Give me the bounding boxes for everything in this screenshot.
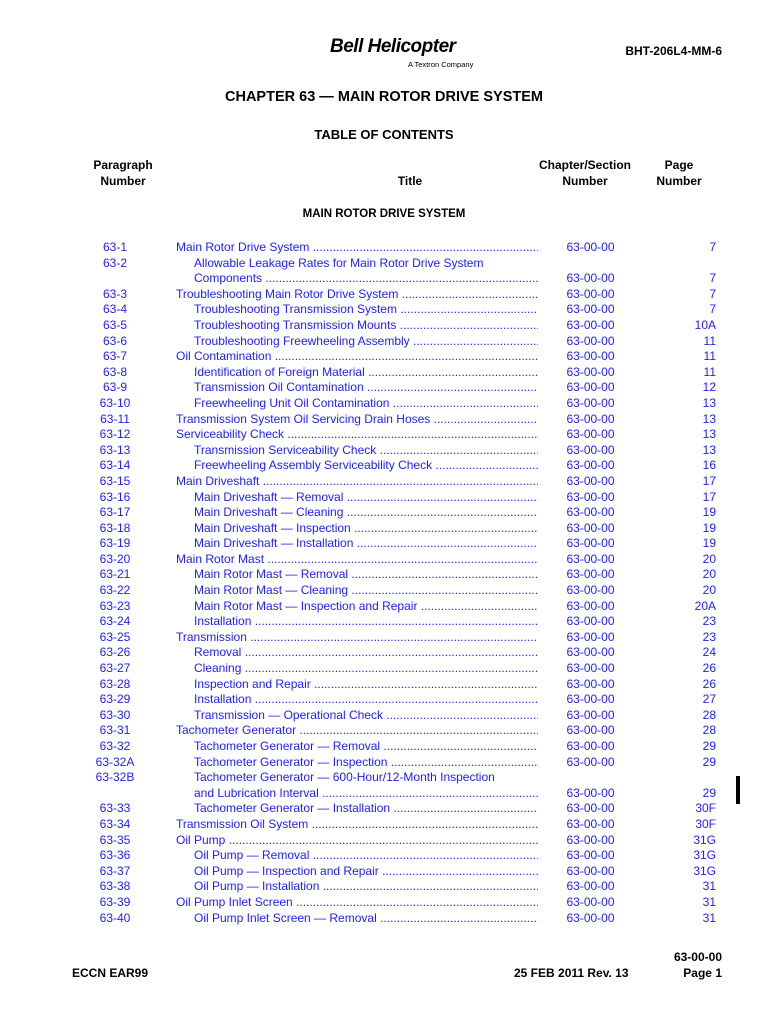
toc-list [0,240,768,926]
toc-entry[interactable] [0,833,768,849]
toc-paragraph-number: 63-5 [102,317,128,332]
toc-paragraph-number: 63-15 [99,473,131,488]
toc-page-number: 24 [702,645,716,660]
toc-entry[interactable] [0,645,768,661]
toc-chapter-section: 63-00-00 [566,458,615,473]
toc-entry[interactable] [0,879,768,895]
toc-paragraph-number: 63-19 [99,536,131,551]
chapter-title: CHAPTER 63 — MAIN ROTOR DRIVE SYSTEM [225,89,543,105]
toc-paragraph-number: 63-30 [99,707,131,722]
toc-page-number: 13 [702,411,716,426]
toc-paragraph-number: 63-33 [99,801,131,816]
toc-entry-title: Oil Pump — Inspection and Repair ..... [194,864,538,880]
toc-chapter-section: 63-00-00 [566,894,615,909]
toc-entry[interactable] [0,380,768,396]
toc-page-number: 19 [702,505,716,520]
toc-entry-title: Tachometer Generator — Removal ..... [194,739,538,755]
toc-entry-title: Troubleshooting Freewheeling Assembly ..... [194,334,538,350]
toc-entry-title: Freewheeling Assembly Serviceability Check ..... [194,458,538,474]
toc-entry[interactable] [0,412,768,428]
toc-entry-title: Main Rotor Mast — Removal ..... [194,567,538,583]
toc-entry-title: Transmission Oil Contamination ..... [194,380,538,396]
toc-page-number: 7 [709,286,716,301]
toc-entry[interactable] [0,692,768,708]
toc-paragraph-number: 63-11 [100,411,130,426]
toc-entry[interactable] [0,895,768,911]
toc-entry[interactable] [0,521,768,537]
toc-entry[interactable] [0,599,768,615]
toc-paragraph-number: 63-9 [102,380,128,395]
toc-chapter-section: 63-00-00 [566,645,615,660]
toc-entry-title: Tachometer Generator — 600-Hour/12-Month Inspection [194,770,495,785]
toc-entry[interactable] [0,505,768,521]
toc-chapter-section: 63-00-00 [566,395,615,410]
toc-chapter-section: 63-00-00 [566,333,615,348]
toc-paragraph-number: 63-27 [99,661,131,676]
toc-title: TABLE OF CONTENTS [314,127,454,142]
toc-page-number: 29 [702,739,716,753]
toc-page-number: 28 [702,723,716,738]
toc-entry-title: Oil Pump — Installation ..... [194,879,538,895]
toc-entry-title: Installation ..... [194,692,538,708]
toc-page-number: 29 [702,754,716,769]
toc-entry-title: Transmission — Operational Check ..... [194,708,538,724]
toc-entry-title: Main Rotor Mast — Cleaning ..... [194,583,538,599]
toc-entry[interactable] [0,287,768,303]
toc-entry[interactable] [0,755,768,771]
toc-paragraph-number: 63-32 [99,739,131,753]
toc-page-number: 31 [702,910,716,925]
toc-chapter-section: 63-00-00 [566,848,615,863]
toc-paragraph-number: 63-18 [99,520,131,535]
toc-entry-title: Oil Contamination ..... [176,349,538,365]
toc-entry-title: Oil Pump ..... [176,833,538,849]
toc-entry[interactable] [0,536,768,552]
toc-page-number: 16 [702,458,716,473]
toc-paragraph-number: 63-37 [99,863,131,878]
toc-chapter-section: 63-00-00 [566,551,615,566]
toc-chapter-section: 63-00-00 [566,739,615,753]
toc-entry[interactable] [0,677,768,693]
toc-entry-title: Components ..... [194,271,538,287]
toc-entry-title: Main Driveshaft — Removal ..... [194,490,538,506]
toc-entry-title: Main Driveshaft ..... [176,474,538,490]
toc-chapter-section: 63-00-00 [566,271,615,286]
toc-page-number: 28 [702,707,716,722]
toc-entry[interactable] [0,567,768,583]
toc-entry[interactable] [0,583,768,599]
toc-chapter-section: 63-00-00 [566,489,615,504]
toc-chapter-section: 63-00-00 [566,442,615,457]
bell-helicopter-logo [330,36,490,72]
footer-eccn: ECCN EAR99 [72,966,149,980]
toc-page-number: 11 [703,349,716,364]
toc-paragraph-number: 63-28 [99,676,131,691]
toc-paragraph-number: 63-22 [99,583,131,598]
toc-entry[interactable] [0,630,768,646]
toc-entry[interactable] [0,458,768,474]
column-header-page: Page Number [656,158,702,188]
toc-entry-title: Troubleshooting Transmission Mounts ..... [194,318,538,334]
toc-page-number: 11 [703,364,716,379]
toc-paragraph-number: 63-13 [99,442,131,457]
toc-chapter-section: 63-00-00 [566,520,615,535]
toc-chapter-section: 63-00-00 [566,505,615,520]
toc-paragraph-number: 63-21 [99,567,131,582]
toc-page-number: 7 [709,271,716,286]
footer-page-number: Page 1 [683,966,722,980]
toc-chapter-section: 63-00-00 [566,380,615,395]
toc-entry[interactable] [0,427,768,443]
toc-paragraph-number: 63-3 [102,286,128,301]
toc-chapter-section: 63-00-00 [566,692,615,707]
toc-page-number: 19 [702,536,716,551]
toc-page-number: 19 [702,520,716,535]
toc-entry[interactable] [0,708,768,724]
toc-chapter-section: 63-00-00 [566,598,615,613]
toc-page-number: 11 [703,333,716,348]
toc-entry-title: Removal ..... [194,645,538,661]
toc-chapter-section: 63-00-00 [566,754,615,769]
toc-entry[interactable] [0,443,768,459]
toc-page-number: 23 [702,614,716,629]
toc-entry[interactable] [0,911,768,927]
toc-paragraph-number: 63-7 [102,349,128,364]
toc-paragraph-number: 63-29 [99,692,131,707]
toc-page-number: 31 [702,879,716,894]
toc-paragraph-number: 63-20 [99,551,131,566]
toc-entry-title: Oil Pump Inlet Screen — Removal ..... [194,911,538,927]
toc-entry[interactable] [0,365,768,381]
toc-page-number: 31G [693,832,716,847]
toc-entry-title: Transmission System Oil Servicing Drain Hoses ..... [176,412,538,428]
toc-page-number: 31G [693,863,716,878]
toc-paragraph-number: 63-10 [99,395,131,410]
toc-chapter-section: 63-00-00 [566,661,615,676]
toc-chapter-section: 63-00-00 [566,910,615,925]
toc-page-number: 20 [702,583,716,598]
toc-page-number: 13 [702,427,716,442]
toc-entry[interactable] [0,661,768,677]
toc-page-number: 27 [702,692,716,707]
toc-paragraph-number: 63-35 [99,832,131,847]
toc-entry-title: Transmission Oil System ..... [176,817,538,833]
toc-entry-title: Main Driveshaft — Installation ..... [194,536,538,552]
toc-entry-title: Freewheeling Unit Oil Contamination ..... [194,396,538,412]
toc-entry-title: Identification of Foreign Material ..... [194,365,538,381]
toc-entry-title: Tachometer Generator — Installation ..... [194,801,538,817]
toc-chapter-section: 63-00-00 [566,240,615,254]
toc-chapter-section: 63-00-00 [566,801,615,816]
toc-paragraph-number: 63-23 [99,598,131,613]
toc-entry-title: Main Driveshaft — Inspection ..... [194,521,538,537]
toc-chapter-section: 63-00-00 [566,583,615,598]
toc-page-number: 13 [702,395,716,410]
toc-page-number: 17 [702,473,716,488]
toc-chapter-section: 63-00-00 [566,317,615,332]
toc-paragraph-number: 63-4 [102,302,128,317]
toc-page-number: 20 [702,551,716,566]
column-header-title: Title [397,174,423,188]
toc-chapter-section: 63-00-00 [566,473,615,488]
toc-page-number: 26 [702,676,716,691]
toc-chapter-section: 63-00-00 [566,723,615,738]
toc-chapter-section: 63-00-00 [566,349,615,364]
toc-entry[interactable] [0,271,768,287]
toc-chapter-section: 63-00-00 [566,785,615,800]
toc-entry[interactable] [0,302,768,318]
toc-page-number: 26 [702,661,716,676]
toc-entry-title: Installation ..... [194,614,538,630]
section-heading: MAIN ROTOR DRIVE SYSTEM [302,208,466,220]
toc-entry[interactable] [0,739,768,755]
toc-chapter-section: 63-00-00 [566,567,615,582]
toc-entry[interactable] [0,318,768,334]
toc-page-number: 10A [694,317,716,332]
toc-paragraph-number: 63-2 [102,255,128,270]
toc-page-number: 31G [693,848,716,863]
toc-chapter-section: 63-00-00 [566,816,615,831]
toc-chapter-section: 63-00-00 [566,832,615,847]
toc-page-number: 7 [709,302,716,317]
toc-chapter-section: 63-00-00 [566,536,615,551]
footer-date-revision: 25 FEB 2011 Rev. 13 [514,966,629,980]
toc-entry-title: Troubleshooting Main Rotor Drive System ..... [176,287,538,303]
toc-entry-title: Main Rotor Drive System ..... [176,240,538,256]
toc-paragraph-number: 63-32A [95,754,135,769]
toc-entry[interactable] [0,349,768,365]
toc-entry[interactable] [0,770,768,786]
toc-page-number: 30F [695,816,716,831]
toc-page-number: 30F [695,801,716,816]
toc-page-number: 29 [702,785,716,800]
toc-entry[interactable] [0,801,768,817]
toc-chapter-section: 63-00-00 [566,629,615,644]
toc-chapter-section: 63-00-00 [566,707,615,722]
toc-entry[interactable] [0,396,768,412]
toc-paragraph-number: 63-36 [99,848,131,863]
toc-entry[interactable] [0,490,768,506]
toc-chapter-section: 63-00-00 [566,863,615,878]
toc-entry-title: Tachometer Generator — Inspection ..... [194,755,538,771]
toc-page-number: 20 [702,567,716,582]
toc-page-number: 17 [702,489,716,504]
toc-page-number: 13 [702,442,716,457]
toc-entry-title: Allowable Leakage Rates for Main Rotor Drive System [194,255,484,270]
toc-entry[interactable] [0,723,768,739]
toc-entry[interactable] [0,474,768,490]
toc-page-number: 23 [702,629,716,644]
toc-paragraph-number: 63-12 [99,427,131,442]
toc-chapter-section: 63-00-00 [566,286,615,301]
toc-entry-title: Main Driveshaft — Cleaning ..... [194,505,538,521]
toc-paragraph-number: 63-24 [99,614,131,629]
toc-entry[interactable] [0,786,768,802]
toc-paragraph-number: 63-6 [102,333,128,348]
toc-paragraph-number: 63-1 [102,240,128,254]
toc-paragraph-number: 63-40 [99,910,131,925]
toc-entry[interactable] [0,334,768,350]
revision-bar [736,776,740,804]
toc-chapter-section: 63-00-00 [566,614,615,629]
logo-brand: Bell Helicopter [330,36,456,57]
document-id: BHT-206L4-MM-6 [625,44,722,58]
toc-entry[interactable] [0,552,768,568]
toc-paragraph-number: 63-8 [102,364,128,379]
toc-entry[interactable] [0,256,768,272]
toc-chapter-section: 63-00-00 [566,427,615,442]
toc-paragraph-number: 63-16 [99,489,131,504]
toc-entry[interactable] [0,614,768,630]
toc-entry[interactable] [0,864,768,880]
toc-paragraph-number: 63-31 [99,723,131,738]
column-header-chapter-section: Chapter/Section Number [538,158,631,188]
toc-paragraph-number: 63-34 [99,816,131,831]
toc-page-number: 31 [702,894,716,909]
toc-entry-title: Oil Pump Inlet Screen ..... [176,895,538,911]
toc-chapter-section: 63-00-00 [566,364,615,379]
toc-paragraph-number: 63-26 [99,645,131,660]
toc-entry-title: Main Rotor Mast — Inspection and Repair ..... [194,599,538,615]
toc-entry-title: Transmission ..... [176,630,538,646]
toc-entry-title: Troubleshooting Transmission System ..... [194,302,538,318]
toc-entry[interactable] [0,240,768,256]
toc-page-number: 12 [702,380,716,395]
toc-chapter-section: 63-00-00 [566,411,615,426]
toc-entry-title: Transmission Serviceability Check ..... [194,443,538,459]
toc-entry-title: and Lubrication Interval ..... [194,786,538,802]
toc-entry-title: Cleaning ..... [194,661,538,677]
column-header-paragraph: Paragraph Number [93,158,153,188]
toc-entry-title: Inspection and Repair ..... [194,677,538,693]
toc-paragraph-number: 63-17 [99,505,131,520]
toc-paragraph-number: 63-32B [95,770,135,785]
toc-entry-title: Oil Pump — Removal ..... [194,848,538,864]
toc-entry[interactable] [0,817,768,833]
toc-paragraph-number: 63-39 [99,894,131,909]
toc-chapter-section: 63-00-00 [566,676,615,691]
toc-entry-title: Tachometer Generator ..... [176,723,538,739]
toc-entry-title: Serviceability Check ..... [176,427,538,443]
toc-page-number: 20A [694,598,716,613]
toc-paragraph-number: 63-14 [99,458,131,473]
toc-paragraph-number: 63-25 [99,629,131,644]
toc-entry-title: Main Rotor Mast ..... [176,552,538,568]
toc-chapter-section: 63-00-00 [566,879,615,894]
toc-entry[interactable] [0,848,768,864]
footer-section-code: 63-00-00 [673,950,722,964]
toc-chapter-section: 63-00-00 [566,302,615,317]
logo-tagline: A Textron Company [408,60,474,69]
toc-paragraph-number: 63-38 [99,879,131,894]
toc-page-number: 7 [709,240,716,254]
